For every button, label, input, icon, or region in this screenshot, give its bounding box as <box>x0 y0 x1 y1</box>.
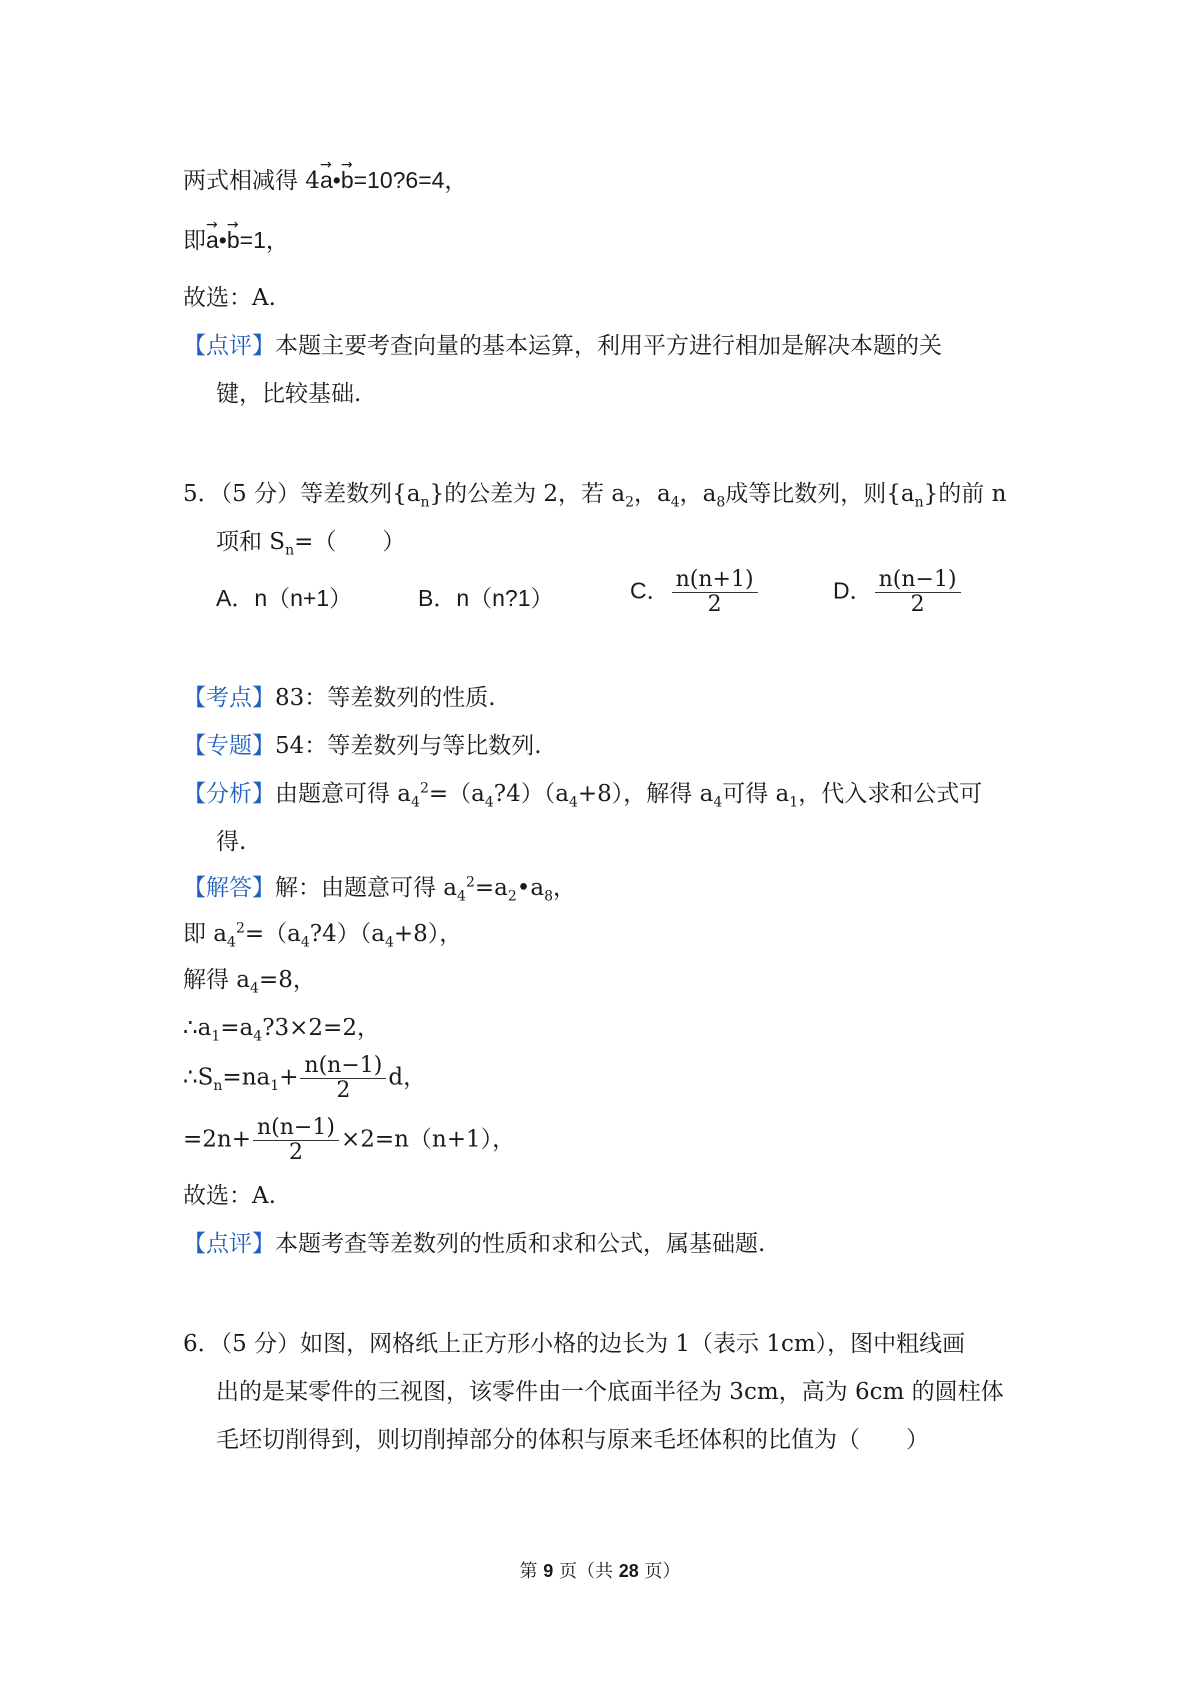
zhuanti-text: 54：等差数列与等比数列. <box>275 733 542 759</box>
a5-jieda-line-1 <box>183 872 576 904</box>
q6-stem-line-1: 6．（5 分）如图，网格纸上正方形小格的边长为 1（表示 1cm），图中粗线画 <box>183 1331 966 1357</box>
s4-choice: 故选：A. <box>183 285 276 311</box>
fraction-denominator: 2 <box>288 1140 303 1165</box>
text: =na <box>222 1064 271 1091</box>
subscript: n <box>914 494 924 511</box>
option-a[interactable]: A．n（n+1） <box>216 585 353 611</box>
fenxi-tag: 【分析】 <box>183 781 275 807</box>
fraction <box>253 1116 339 1165</box>
text: +8），解得 a <box>577 781 714 807</box>
q5-stem-line-2 <box>216 526 405 558</box>
q5-options <box>0 568 1200 624</box>
text: =（a <box>428 781 485 807</box>
subscript: 1 <box>270 1078 280 1095</box>
vector-b: → b <box>341 164 354 196</box>
footer-text: 页（共 <box>553 1561 619 1582</box>
a5-zhuanti <box>183 730 542 762</box>
comment-tag: 【点评】 <box>183 333 275 359</box>
subscript: 4 <box>384 934 394 951</box>
subscript: 4 <box>227 934 236 951</box>
vector-b: → b <box>227 224 240 256</box>
option-d[interactable] <box>833 568 963 617</box>
fraction-numerator: n(n+1) <box>672 568 758 593</box>
text: 项和 S <box>216 529 286 555</box>
page-number: 9 <box>543 1561 554 1581</box>
text: =10?6=4， <box>353 167 468 193</box>
text: 5．（5 分）等差数列{a <box>183 481 421 507</box>
a5-line-3 <box>183 964 316 996</box>
superscript: 2 <box>235 920 245 937</box>
subscript: 8 <box>716 494 726 511</box>
text: 可得 a <box>722 781 790 807</box>
text: 解得 a <box>183 967 251 993</box>
text: d， <box>388 1064 427 1091</box>
subscript: 4 <box>300 934 310 951</box>
text: =8， <box>258 967 316 993</box>
a5-fenxi-line-2: 得. <box>216 829 247 855</box>
subscript: 4 <box>484 794 494 811</box>
q6-stem-line-2: 出的是某零件的三视图，该零件由一个底面半径为 3cm，高为 6cm 的圆柱体 <box>216 1379 1004 1405</box>
text: =（ ） <box>294 529 406 555</box>
text: 由题意可得 a <box>275 781 412 807</box>
subscript: n <box>213 1078 223 1095</box>
a5-fenxi-line-1 <box>183 778 982 810</box>
text: 成等比数列，则{a <box>725 481 915 507</box>
a5-line-6 <box>183 1116 515 1165</box>
option-c[interactable] <box>630 568 760 617</box>
subscript: 4 <box>568 794 578 811</box>
dot: • <box>332 167 341 193</box>
text: + <box>279 1064 299 1091</box>
fraction-denominator: 2 <box>910 592 925 617</box>
text: ?3×2=2， <box>262 1015 380 1041</box>
subscript: 1 <box>789 794 799 811</box>
option-d-label: D． <box>833 577 873 604</box>
subscript: 4 <box>457 888 466 905</box>
text: =a <box>220 1015 254 1041</box>
text: 解：由题意可得 a <box>275 875 458 901</box>
kaodian-tag: 【考点】 <box>183 685 275 711</box>
comment-tag: 【点评】 <box>183 1231 275 1257</box>
text: ?4）（a <box>493 781 569 807</box>
fraction-denominator: 2 <box>707 592 722 617</box>
subscript: 4 <box>411 794 420 811</box>
a5-comment <box>183 1228 765 1260</box>
a5-line-2 <box>183 918 462 950</box>
s4-line-2 <box>183 224 289 257</box>
subscript: n <box>285 542 295 559</box>
fraction <box>875 568 961 617</box>
subscript: 4 <box>670 494 680 511</box>
text: ?4）（a <box>309 921 385 947</box>
footer-text: 页） <box>638 1561 681 1582</box>
text: 即 <box>183 228 206 254</box>
s4-comment-line-2: 键，比较基础. <box>216 381 362 407</box>
text: =2n+ <box>183 1126 251 1153</box>
comment-text: 本题主要考查向量的基本运算，利用平方进行相加是解决本题的关 <box>275 333 942 359</box>
subscript: 4 <box>253 1028 263 1045</box>
text: ∴S <box>183 1064 214 1091</box>
kaodian-text: 83：等差数列的性质. <box>275 685 496 711</box>
subscript: 4 <box>713 794 723 811</box>
q6-stem-line-3: 毛坯切削得到，则切削掉部分的体积与原来毛坯体积的比值为（ ） <box>216 1427 929 1453</box>
footer-text: 第 <box>519 1561 544 1582</box>
text: ，a <box>679 481 717 507</box>
text: =a <box>474 875 508 901</box>
s4-comment-line-1 <box>183 330 942 362</box>
zhuanti-tag: 【专题】 <box>183 733 275 759</box>
subscript: 8 <box>544 888 553 905</box>
jieda-tag: 【解答】 <box>183 875 275 901</box>
text: +8）， <box>393 921 463 947</box>
dot: • <box>218 227 227 253</box>
option-b[interactable]: B．n（n?1） <box>418 585 554 611</box>
subscript: n <box>420 494 430 511</box>
text: ，代入求和公式可 <box>798 781 983 807</box>
page-footer <box>0 1557 1200 1583</box>
fraction-numerator: n(n−1) <box>875 568 961 593</box>
q5-stem-line-1 <box>183 478 1006 510</box>
superscript: 2 <box>419 780 429 797</box>
text: =（a <box>244 921 301 947</box>
a5-line-4 <box>183 1012 380 1044</box>
a5-choice: 故选：A. <box>183 1183 276 1209</box>
text: ，a <box>634 481 671 507</box>
text: 两式相减得 4 <box>183 168 320 194</box>
text: ×2=n（n+1）， <box>340 1126 516 1153</box>
fraction-denominator: 2 <box>336 1078 351 1103</box>
page-total: 28 <box>618 1561 639 1581</box>
text: 即 a <box>183 921 228 947</box>
fraction <box>672 568 758 617</box>
a5-kaodian <box>183 682 496 714</box>
vector-a: → a <box>320 164 333 196</box>
fraction-numerator: n(n−1) <box>300 1054 386 1079</box>
text: =1， <box>239 227 289 253</box>
subscript: 4 <box>250 980 259 997</box>
s4-line-1 <box>183 164 467 197</box>
a5-line-5 <box>183 1054 426 1103</box>
text: •a <box>516 875 545 901</box>
subscript: 2 <box>625 494 634 511</box>
text: }的公差为 2，若 a <box>429 481 626 507</box>
option-c-label: C． <box>630 577 670 604</box>
superscript: 2 <box>465 874 475 891</box>
fraction-numerator: n(n−1) <box>253 1116 339 1141</box>
subscript: 2 <box>507 888 517 905</box>
fraction <box>300 1054 386 1103</box>
text: ∴a <box>183 1015 212 1041</box>
text: }的前 n <box>923 481 1007 507</box>
subscript: 1 <box>211 1028 221 1045</box>
text: ， <box>552 875 576 901</box>
vector-a: → a <box>206 224 219 256</box>
comment-text: 本题考查等差数列的性质和求和公式，属基础题. <box>275 1231 766 1257</box>
